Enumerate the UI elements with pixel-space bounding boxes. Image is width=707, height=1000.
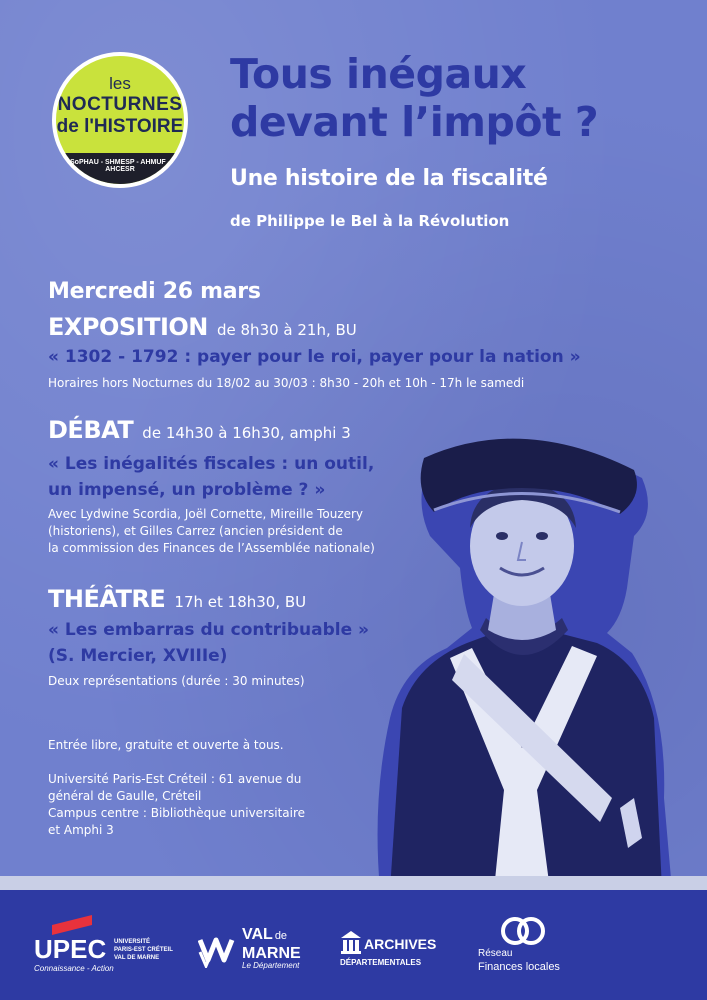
campus-line-1: Campus centre : Bibliothèque universitaire [48, 806, 306, 820]
address-line-2: général de Gaulle, Créteil [48, 789, 202, 803]
archives-building-icon [340, 930, 362, 954]
debat-heading [48, 416, 351, 444]
archives-line-1: ARCHIVES [364, 936, 437, 952]
upec-name: UPEC [34, 934, 107, 964]
address-info [48, 771, 305, 839]
theatre-time: 17h et 18h30, BU [174, 593, 307, 611]
exposition-time: de 8h30 à 21h, BU [217, 321, 357, 339]
partner-footer [0, 890, 707, 1000]
exposition-label: EXPOSITION [48, 313, 208, 341]
event-date: Mercredi 26 mars [48, 279, 261, 304]
reseau-line-1: Réseau [478, 948, 513, 959]
debat-time: de 14h30 à 16h30, amphi 3 [142, 424, 351, 442]
logo-line-2: NOCTURNES [57, 94, 183, 115]
valdemarne-icon [198, 930, 236, 968]
theatre-quote-line-1: « Les embarras du contribuable » [48, 620, 370, 640]
poster-title [230, 50, 598, 146]
valdemarne-line-1: VAL [242, 926, 273, 943]
debat-note-line-1: Avec Lydwine Scordia, Joël Cornette, Mireille Touzery [48, 507, 364, 521]
poster-subtitle: Une histoire de la fiscalité [230, 166, 548, 191]
reseau-finances-logo [478, 916, 588, 976]
debat-label: DÉBAT [48, 416, 134, 444]
title-line-2: devant l’impôt ? [230, 98, 599, 146]
logo-line-1: les [109, 74, 131, 93]
theatre-note: Deux représentations (durée : 30 minutes) [48, 674, 305, 688]
exposition-heading [48, 313, 357, 341]
valdemarne-de: de [274, 930, 288, 942]
upec-side-text [114, 938, 173, 962]
entry-info: Entrée libre, gratuite et ouverte à tous. [48, 738, 284, 752]
debat-quote [48, 451, 374, 503]
nocturnes-logo [52, 52, 188, 188]
footer-divider [0, 876, 707, 890]
valdemarne-logo [198, 926, 318, 976]
poster-tagline: de Philippe le Bel à la Révolution [230, 212, 510, 230]
valdemarne-name [242, 926, 301, 962]
upec-side-3: VAL DE MARNE [114, 955, 160, 961]
upec-tagline: Connaissance - Action [34, 964, 114, 973]
costumed-figure-photo [372, 418, 672, 890]
archives-line-2: DÉPARTEMENTALES [340, 958, 422, 967]
upec-side-1: UNIVERSITÉ [114, 939, 151, 945]
debat-quote-line-1: « Les inégalités fiscales : un outil, [48, 454, 375, 474]
exposition-quote: « 1302 - 1792 : payer pour le roi, payer pour la nation » [48, 347, 581, 367]
campus-line-2: et Amphi 3 [48, 823, 114, 837]
logo-band-text: SoPHAU - SHMESP - AHMUF - AHCESR [70, 159, 170, 173]
exposition-note: Horaires hors Nocturnes du 18/02 au 30/03 : 8h30 - 20h et 10h - 17h le samedi [48, 376, 525, 390]
theatre-heading [48, 585, 306, 613]
reseau-line-2: Finances locales [478, 961, 560, 973]
archives-logo [340, 930, 450, 974]
theatre-quote-line-2: (S. Mercier, XVIIIe) [48, 646, 228, 666]
upec-logo [34, 918, 174, 978]
reseau-circles-icon [500, 916, 546, 946]
theatre-label: THÉÂTRE [48, 585, 166, 613]
valdemarne-line-3: Le Département [242, 961, 300, 970]
debat-note [48, 506, 375, 557]
debat-quote-line-2: un impensé, un problème ? » [48, 480, 326, 500]
theatre-quote [48, 617, 369, 669]
valdemarne-line-2: MARNE [242, 945, 301, 962]
upec-red-mark [52, 915, 92, 935]
debat-note-line-3: la commission des Finances de l’Assemblée nationale) [48, 541, 375, 555]
title-line-1: Tous inégaux [230, 50, 527, 98]
upec-side-2: PARIS-EST CRÉTEIL [114, 947, 173, 953]
debat-note-line-2: (historiens), et Gilles Carrez (ancien président de [48, 524, 343, 538]
logo-line-3: de l'HISTOIRE [56, 116, 184, 137]
address-line-1: Université Paris-Est Créteil : 61 avenue du [48, 772, 302, 786]
